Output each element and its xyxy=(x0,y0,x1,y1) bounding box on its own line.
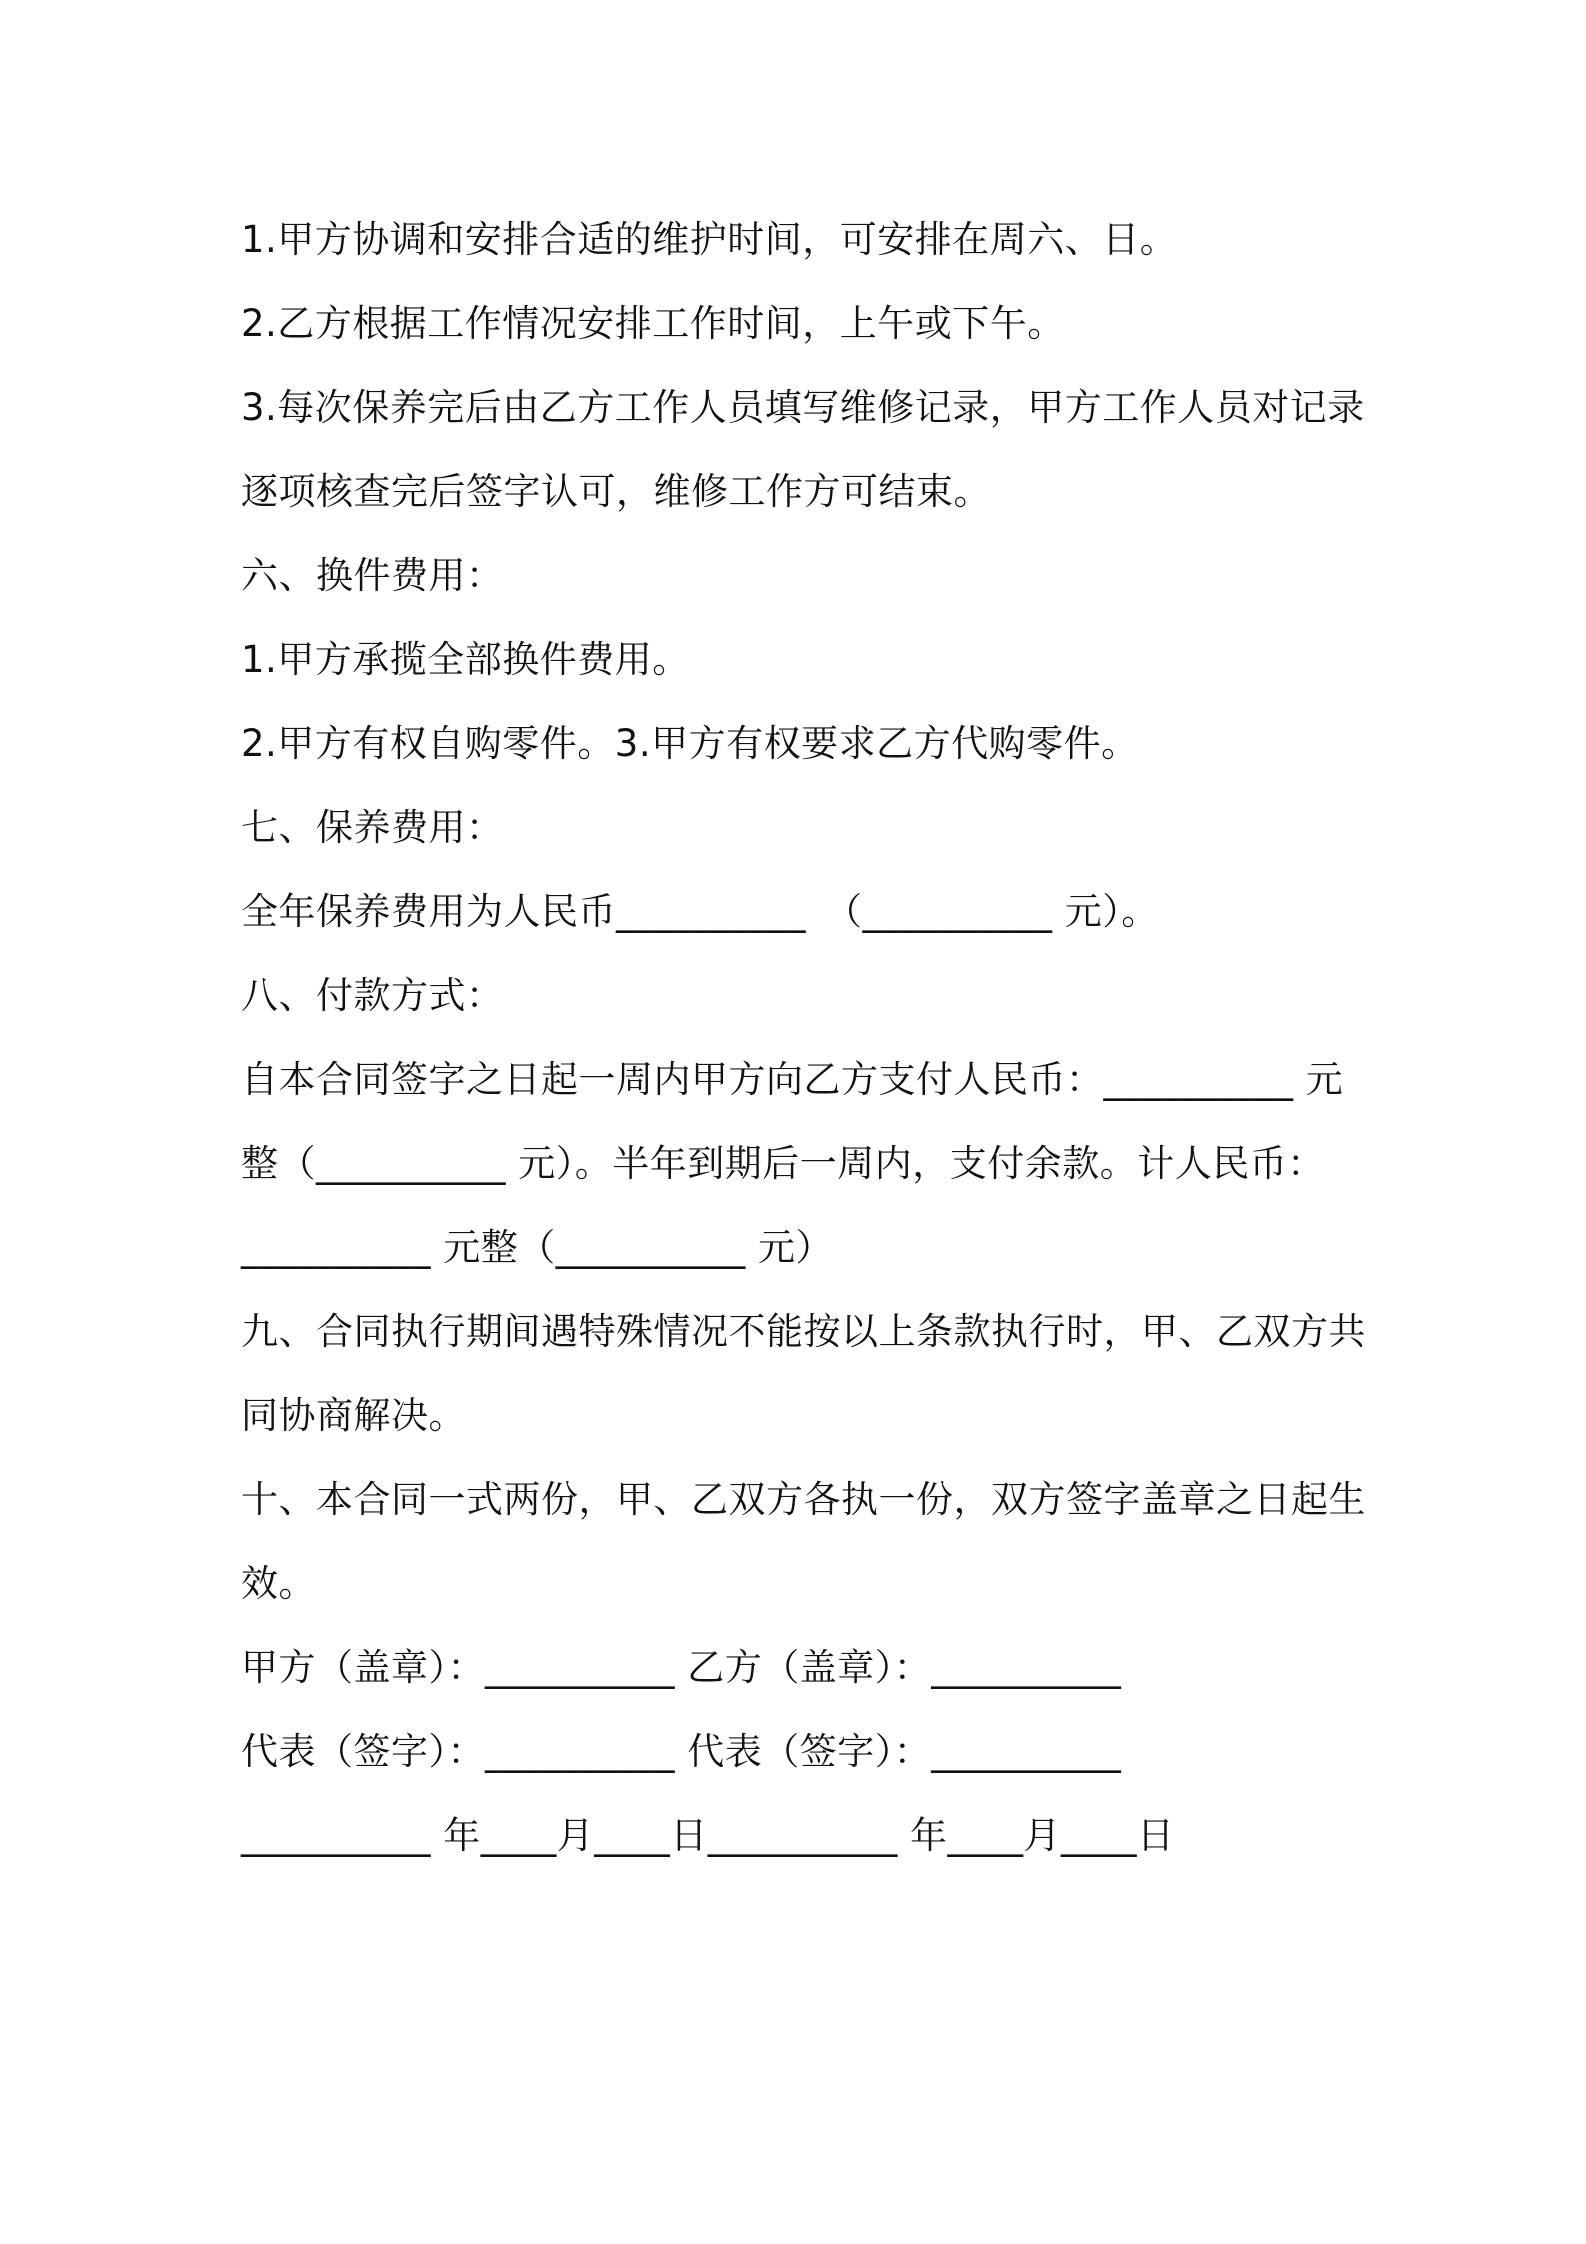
clause-5-item-3-line-2: 逐项核查完后签字认可，维修工作方可结束。 xyxy=(241,470,991,513)
clause-5-item-3-line-1: 3.每次保养完后由乙方工作人员填写维修记录，甲方工作人员对记录 xyxy=(241,386,1365,429)
payment-terms-line-3: __________ 元整（__________ 元） xyxy=(241,1226,834,1269)
clause-5-item-2: 2.乙方根据工作情况安排工作时间，上午或下午。 xyxy=(241,302,1065,345)
section-9-line-1: 九、合同执行期间遇特殊情况不能按以上条款执行时，甲、乙双方共 xyxy=(241,1310,1366,1353)
signature-line: 代表（签字）：__________ 代表（签字）：__________ xyxy=(241,1730,1122,1773)
date-line: __________ 年____月____日__________ 年____月____日 xyxy=(241,1814,1175,1857)
section-6-heading: 六、换件费用： xyxy=(241,554,504,597)
section-10-line-1: 十、本合同一式两份，甲、乙双方各执一份，双方签字盖章之日起生 xyxy=(241,1478,1366,1521)
clause-5-item-1: 1.甲方协调和安排合适的维护时间，可安排在周六、日。 xyxy=(241,218,1178,261)
section-10-line-2: 效。 xyxy=(241,1562,316,1605)
section-7-heading: 七、保养费用： xyxy=(241,806,504,849)
annual-maintenance-fee: 全年保养费用为人民币__________ （__________ 元）。 xyxy=(241,890,1159,933)
clause-6-item-1: 1.甲方承揽全部换件费用。 xyxy=(241,638,690,681)
section-8-heading: 八、付款方式： xyxy=(241,974,504,1017)
clause-6-items-2-3: 2.甲方有权自购零件。3.甲方有权要求乙方代购零件。 xyxy=(241,722,1139,765)
payment-terms-line-1: 自本合同签字之日起一周内甲方向乙方支付人民币：__________ 元 xyxy=(241,1058,1344,1101)
document-page xyxy=(241,198,1366,1878)
section-9-line-2: 同协商解决。 xyxy=(241,1394,466,1437)
seal-line: 甲方（盖章）：__________ 乙方（盖章）：__________ xyxy=(241,1646,1122,1689)
payment-terms-line-2: 整（__________ 元）。半年到期后一周内，支付余款。计人民币： xyxy=(241,1142,1325,1185)
